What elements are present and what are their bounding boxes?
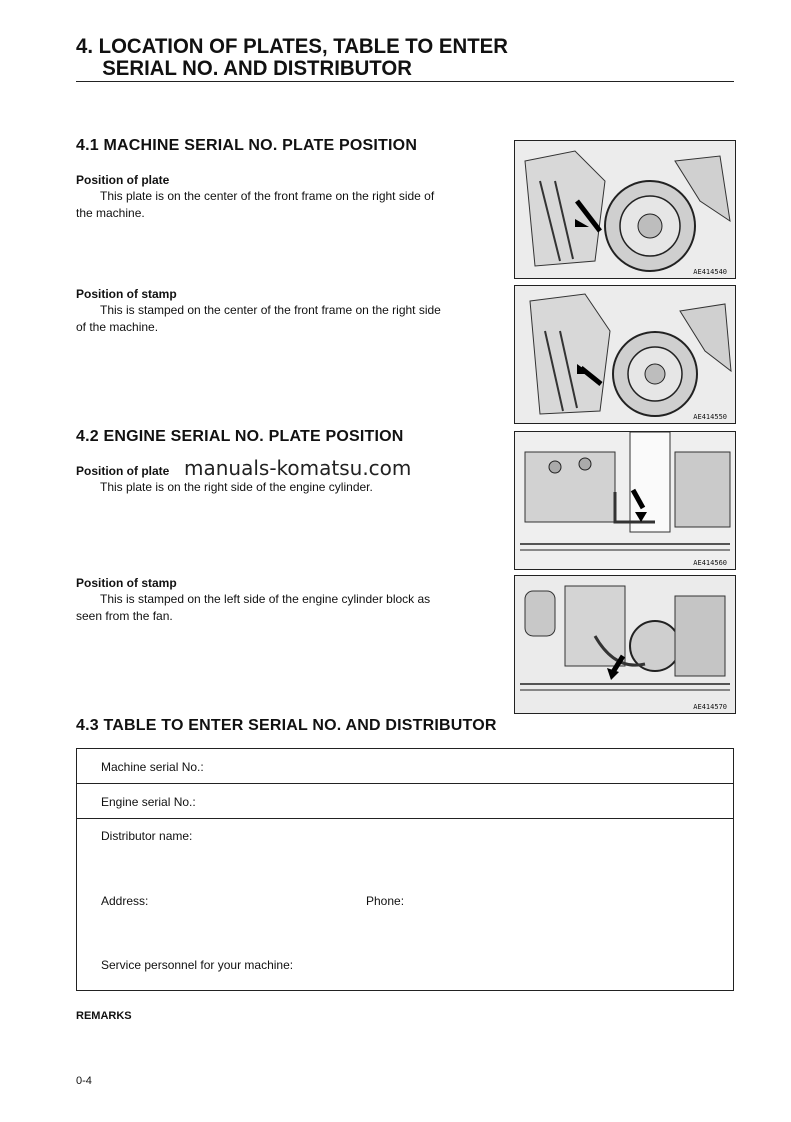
machine-stamp-text	[76, 302, 506, 336]
distributor-name-label: Distributor name:	[101, 829, 193, 843]
photo-2-caption: AE414550	[693, 413, 727, 421]
engine-serial-label: Engine serial No.:	[101, 795, 196, 809]
page-title-line-2: SERIAL NO. AND DISTRIBUTOR	[102, 57, 412, 80]
engine-plate-photo	[514, 431, 736, 570]
photo-1-caption: AE414540	[693, 268, 727, 276]
engine-stamp-text	[76, 591, 506, 625]
photo-4-caption: AE414570	[693, 703, 727, 711]
machine-serial-row	[77, 749, 734, 784]
distributor-row	[77, 819, 734, 991]
engine-stamp-text-line-1: This is stamped on the left side of the engine cylinder block as	[100, 592, 431, 606]
engine-stamp-photo	[514, 575, 736, 714]
machine-stamp-text-line-2: of the machine.	[76, 320, 159, 334]
machine-stamp-text-line-1: This is stamped on the center of the front frame on the right side	[100, 303, 441, 317]
engine-plate-label: Position of plate	[76, 464, 170, 478]
serial-distributor-table	[76, 748, 734, 991]
photo-3-caption: AE414560	[693, 559, 727, 567]
engine-serial-cell[interactable]	[77, 784, 734, 819]
machine-serial-label: Machine serial No.:	[101, 760, 204, 774]
engine-plate-text	[76, 479, 506, 496]
title-rule	[76, 81, 734, 82]
address-label: Address:	[101, 894, 149, 908]
section-4-3-heading: 4.3 TABLE TO ENTER SERIAL NO. AND DISTRIBUTOR	[76, 717, 497, 734]
page-title	[76, 36, 508, 80]
machine-stamp-label: Position of stamp	[76, 287, 177, 301]
engine-stamp-label: Position of stamp	[76, 576, 177, 590]
machine-plate-text-line-1: This plate is on the center of the front frame on the right side of	[100, 189, 435, 203]
service-personnel-label: Service personnel for your machine:	[101, 958, 294, 972]
page-title-line-1: 4. LOCATION OF PLATES, TABLE TO ENTER	[76, 35, 508, 58]
section-4-2-heading: 4.2 ENGINE SERIAL NO. PLATE POSITION	[76, 428, 404, 445]
machine-plate-photo	[514, 140, 736, 279]
machine-plate-label: Position of plate	[76, 173, 170, 187]
machine-plate-text	[76, 188, 506, 222]
remarks-heading: REMARKS	[76, 1010, 132, 1022]
engine-serial-row	[77, 784, 734, 819]
phone-label: Phone:	[366, 894, 405, 908]
distributor-cell[interactable]	[77, 819, 734, 991]
section-4-1-heading: 4.1 MACHINE SERIAL NO. PLATE POSITION	[76, 137, 418, 154]
page-number: 0-4	[76, 1075, 92, 1087]
machine-plate-text-line-2: the machine.	[76, 206, 145, 220]
engine-stamp-text-line-2: seen from the fan.	[76, 609, 173, 623]
machine-serial-cell[interactable]	[77, 749, 734, 784]
engine-plate-text-line-1: This plate is on the right side of the engine cylinder.	[100, 480, 373, 494]
machine-stamp-photo	[514, 285, 736, 424]
watermark: manuals-komatsu.com	[184, 456, 412, 480]
